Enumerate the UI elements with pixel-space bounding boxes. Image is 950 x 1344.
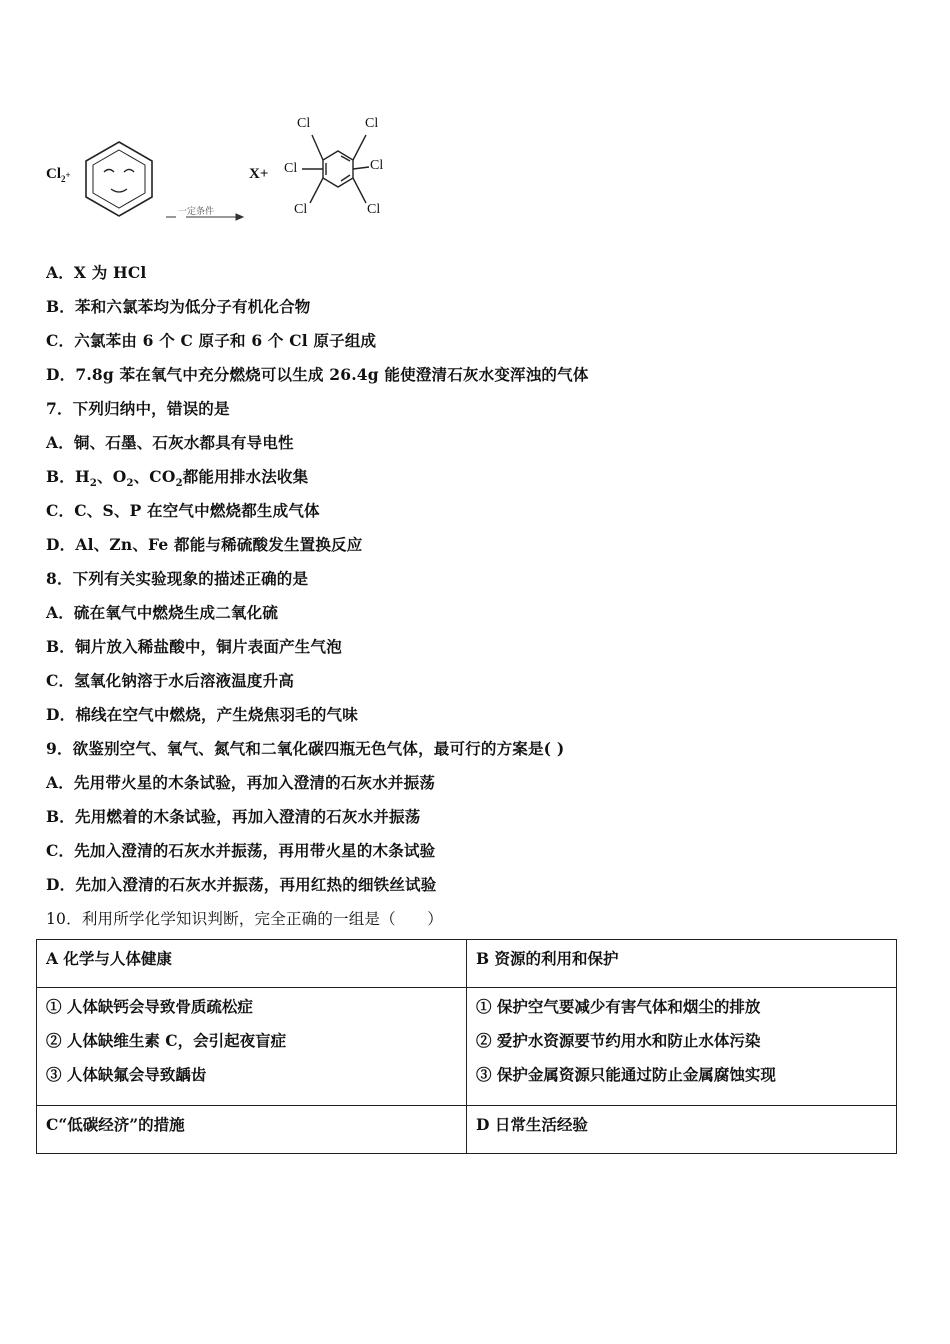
q9-stem: 9．欲鉴别空气、氧气、氮气和二氧化碳四瓶无色气体，最可行的方案是( ) <box>46 739 565 758</box>
cell-b-body <box>467 988 897 1106</box>
reaction-diagram <box>0 100 950 240</box>
b-item-3: ③ 保护金属资源只能通过防止金属腐蚀实现 <box>476 1065 776 1084</box>
q9-option-b: B．先用燃着的木条试验，再加入澄清的石灰水并振荡 <box>46 807 421 826</box>
hexachlorobenzene-ring <box>302 135 369 203</box>
cl-right: Cl <box>370 158 384 173</box>
q6-option-c: C．六氯苯由 6 个 C 原子和 6 个 Cl 原子组成 <box>46 331 377 350</box>
q6-option-a: A．X 为 HCl <box>46 263 147 282</box>
cl-top-right: Cl <box>365 116 379 131</box>
cell-a-body <box>37 988 467 1106</box>
q6-option-b: B．苯和六氯苯均为低分子有机化合物 <box>46 297 311 316</box>
cell-d-head: D 日常生活经验 <box>467 1106 897 1154</box>
q10-stem: 10．利用所学化学知识判断，完全正确的一组是（ ） <box>46 910 443 928</box>
q8-option-a: A．硫在氧气中燃烧生成二氧化硫 <box>46 603 279 622</box>
q9-option-d: D．先加入澄清的石灰水并振荡，再用红热的细铁丝试验 <box>46 875 437 894</box>
q8-option-d: D．棉线在空气中燃烧，产生烧焦羽毛的气味 <box>46 705 358 724</box>
cl-bottom-left: Cl <box>294 202 308 217</box>
benzene-ring <box>86 142 152 216</box>
cl-left: Cl <box>284 161 298 176</box>
benzene-structures <box>0 100 950 240</box>
a-item-1: ① 人体缺钙会导致骨质疏松症 <box>46 997 253 1016</box>
q10-table <box>36 939 897 1154</box>
q7-option-c: C．C、S、P 在空气中燃烧都生成气体 <box>46 501 320 520</box>
q9-option-a: A．先用带火星的木条试验，再加入澄清的石灰水并振荡 <box>46 773 436 792</box>
b-item-1: ① 保护空气要减少有害气体和烟尘的排放 <box>476 997 761 1016</box>
q7-option-b: B．$H_2$、$O_2$、$CO_2$都能用排水法收集 <box>46 467 309 490</box>
q8-option-b: B．铜片放入稀盐酸中，铜片表面产生气泡 <box>46 637 342 656</box>
q8-stem: 8．下列有关实验现象的描述正确的是 <box>46 569 309 588</box>
q8-option-c: C．氢氧化钠溶于水后溶液温度升高 <box>46 671 295 690</box>
cell-c-head: C“低碳经济”的措施 <box>37 1106 467 1154</box>
reactant-label: $Cl_2+$ <box>46 166 71 184</box>
reaction-condition: 一定条件 <box>178 206 215 216</box>
q6-option-d: D．7.8g 苯在氧气中充分燃烧可以生成 26.4g 能使澄清石灰水变浑浊的气体 <box>46 365 589 384</box>
q9-option-c: C．先加入澄清的石灰水并振荡，再用带火星的木条试验 <box>46 841 436 860</box>
cell-b-head: B 资源的利用和保护 <box>467 940 897 988</box>
b-item-2: ② 爱护水资源要节约用水和防止水体污染 <box>476 1031 761 1050</box>
cell-a-head: A 化学与人体健康 <box>37 940 467 988</box>
q7-option-d: D．Al、Zn、Fe 都能与稀硫酸发生置换反应 <box>46 535 363 554</box>
cl-top-left: Cl <box>297 116 311 131</box>
cl-bottom-right: Cl <box>367 202 381 217</box>
a-item-3: ③ 人体缺氟会导致龋齿 <box>46 1065 207 1084</box>
q7-option-a: A．铜、石墨、石灰水都具有导电性 <box>46 433 294 452</box>
q7-stem: 7．下列归纳中，错误的是 <box>46 399 230 418</box>
a-item-2: ② 人体缺维生素 C，会引起夜盲症 <box>46 1031 287 1050</box>
product-x-label: X+ <box>249 166 269 182</box>
